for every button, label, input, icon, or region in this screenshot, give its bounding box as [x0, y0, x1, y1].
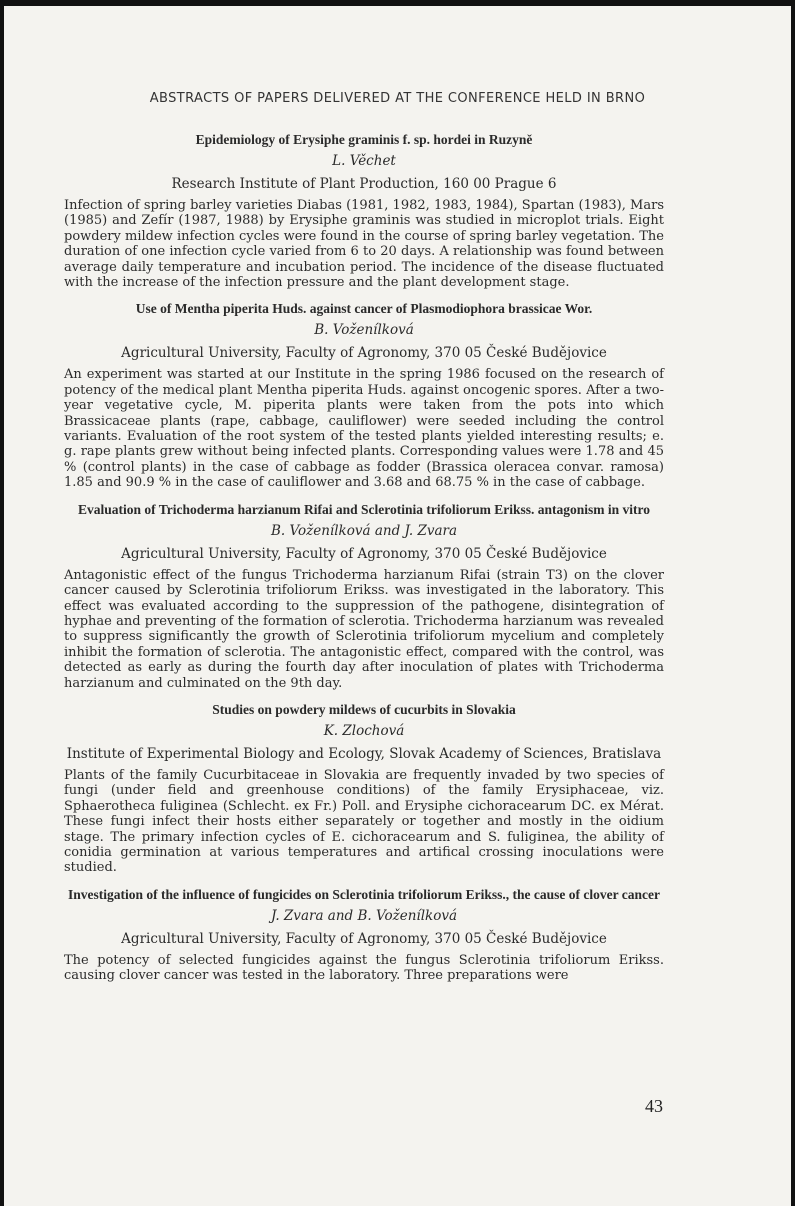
document-page — [4, 6, 791, 1206]
abstract-4 — [64, 701, 664, 876]
abstract-affiliation: Agricultural University, Faculty of Agronomy, 370 05 České Budějovice — [121, 345, 607, 362]
abstract-title: Use of Mentha piperita Huds. against cancer of Plasmodiophora brassicae Wor. — [135, 301, 593, 317]
abstract-1 — [64, 131, 664, 290]
abstract-title: Evaluation of Trichoderma harzianum Rifai and Sclerotinia trifoliorum Erikss. antagonism in vitro — [77, 501, 651, 517]
abstract-5 — [64, 886, 664, 984]
abstract-author: L. Věchet — [332, 153, 396, 169]
abstract-affiliation: Agricultural University, Faculty of Agronomy, 370 05 České Budějovice — [121, 545, 607, 562]
abstract-author: B. Voženílková — [314, 322, 414, 339]
abstract-affiliation: Research Institute of Plant Production, 160 00 Prague 6 — [171, 176, 557, 192]
abstract-title: Investigation of the influence of fungicides on Sclerotinia trifoliorum Erikss., the cause of clover cancer — [68, 886, 660, 902]
abstract-author: J. Zvara and B. Voženílková — [270, 907, 458, 924]
page-number: 43 — [645, 1096, 663, 1116]
abstract-author: K. Zlochová — [323, 722, 405, 739]
abstract-body: The potency of selected fungicides against the fungus Sclerotinia trifoliorum Erikss. causing clover cancer was tested in the laboratory. Three preparations were — [64, 952, 664, 984]
abstract-affiliation: Agricultural University, Faculty of Agronomy, 370 05 České Budějovice — [121, 930, 607, 947]
abstract-title: Studies on powdery mildews of cucurbits in Slovakia — [212, 701, 516, 717]
abstract-body: Infection of spring barley varieties Diabas (1981, 1982, 1983, 1984), Spartan (1983), Mars (1985) and Zefír (1987, 1988) by Erysiphe graminis was studied in microplot trials. Eight powdery mildew infection cycles were found in the course of spring barley vegetation. The duration of one infection cycle varied from 6 to 20 days. A relationship was found between average daily temperature and incubation period. The incidence of the disease fluctuated with the increase of the infection pressure and the plant development stage. — [64, 198, 664, 291]
abstract-2 — [64, 300, 664, 490]
abstract-body: Antagonistic effect of the fungus Trichoderma harzianum Rifai (strain T3) on the clover cancer caused by Sclerotinia trifoliorum Erikss. was investigated in the laboratory. This effect was evaluated according to the suppression of the pathogene, disintegration of hyphae and preventing of the formation of sclerotia. Trichoderma harzianum was revealed to suppress significantly the growth of Sclerotinia trifoliorum mycelium and completely inhibit the formation of sclerotia. The antagonistic effect, compared with the control, was detected as early as during the fourth day after inoculation of plates with Trichoderma harzianum and culminated on the 9th day. — [64, 567, 664, 691]
abstract-title: Epidemiology of Erysiphe graminis f. sp. hordei in Ruzyně — [195, 132, 533, 147]
abstracts-column — [64, 131, 664, 994]
abstract-affiliation: Institute of Experimental Biology and Ecology, Slovak Academy of Sciences, Bratislava — [66, 745, 662, 762]
abstract-author: B. Voženílková and J. Zvara — [270, 522, 458, 539]
abstract-3 — [64, 501, 664, 691]
abstract-body: Plants of the family Cucurbitaceae in Slovakia are frequently invaded by two species of fungi (under field and greenhouse conditions) of the family Erysiphaceae, viz. Sphaerotheca fuliginea (Schlecht. ex Fr.) Poll. and Erysiphe cichoracearum DC. ex Mérat. These fungi infect their hosts either separately or together and mostly in the oidium stage. The primary infection cycles of E. cichoracearum and S. fuliginea, the ability of conidia germination at various temperatures and artifical crossing inoculations were studied. — [64, 767, 664, 876]
abstract-body: An experiment was started at our Institute in the spring 1986 focused on the research of potency of the medical plant Mentha piperita Huds. against oncogenic spores. After a two-year vegetative cycle, M. piperita plants were taken from the pots into which Brassicaceae plants (rape, cabbage, cauliflower) were seeded including the control variants. Evaluation of the root system of the tested plants yielded interesting results; e. g. rape plants grew without being infected plants. Corresponding values were 1.78 and 45 % (control plants) in the case of cabbage as fodder (Brassica oleracea convar. ramosa) 1.85 and 90.9 % in the case of cauliflower and 3.68 and 68.75 % in the case of cabbage. — [64, 367, 664, 491]
running-head: ABSTRACTS OF PAPERS DELIVERED AT THE CONFERENCE HELD IN BRNO — [149, 91, 646, 106]
